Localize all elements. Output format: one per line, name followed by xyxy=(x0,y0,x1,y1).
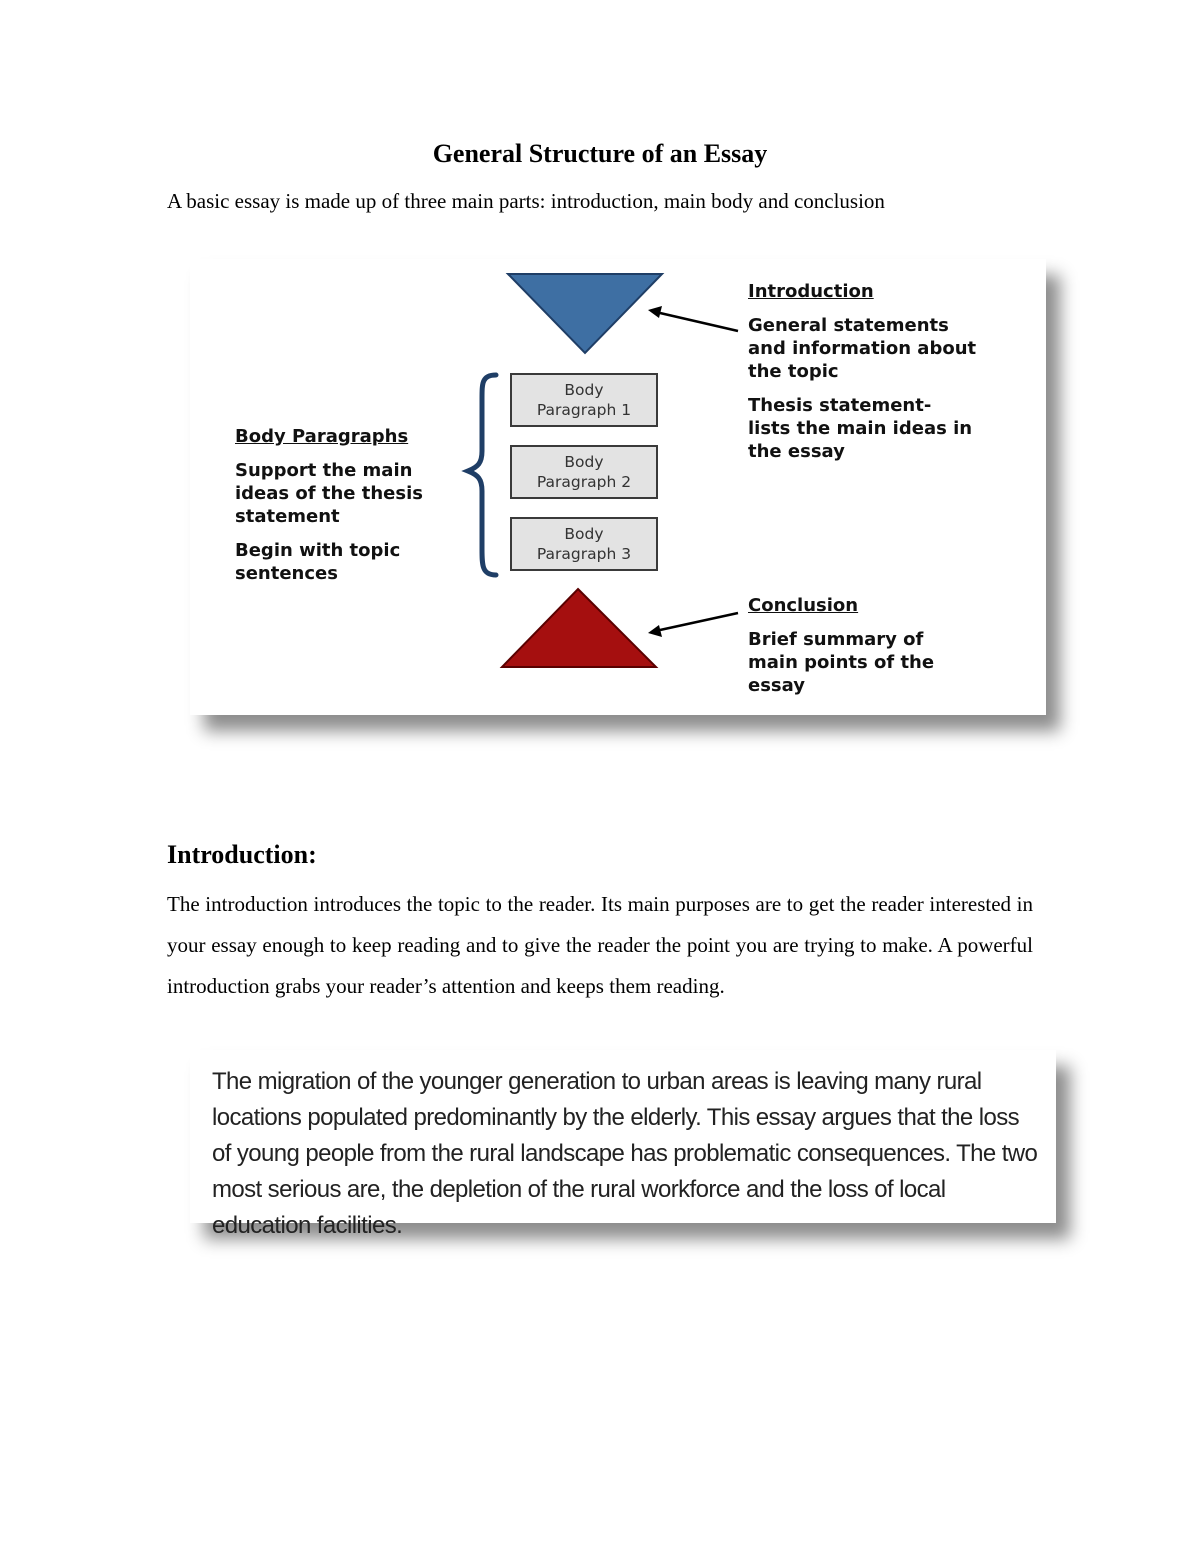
body-paragraphs-label: Body Paragraphs xyxy=(235,426,409,447)
page-subtitle: A basic essay is made up of three main parts: introduction, main body and conclusion xyxy=(167,189,885,213)
introduction-description: General statements and information about the topic xyxy=(748,315,977,382)
introduction-label: Introduction xyxy=(748,281,874,302)
body-paragraph-1-box: Body Paragraph 1 xyxy=(510,373,658,427)
introduction-heading: Introduction: xyxy=(167,840,317,869)
conclusion-description: Brief summary of main points of the essay xyxy=(748,629,935,696)
introduction-paragraph: The introduction introduces the topic to the reader. Its main purposes are to get the reader interested in your essay enough to keep reading and to give the reader the point you are trying to make. A powerful introduction grabs your reader’s attention and keeps them reading. xyxy=(167,892,1033,998)
page-title: General Structure of an Essay xyxy=(432,139,768,168)
essay-structure-diagram xyxy=(190,259,1046,715)
thesis-description: Thesis statement- lists the main ideas in the essay xyxy=(748,395,973,462)
topic-sentences-description: Begin with topic sentences xyxy=(235,540,401,584)
example-thesis-text: The migration of the younger generation to urban areas is leaving many rural locations populated predominantly by the elderly. This essay argues that the loss of young people from the rural landscape has problematic consequences. The two most serious are, the depletion of the rural workforce and the loss of local education facilities. xyxy=(212,1068,1038,1239)
body-paragraph-2-box: Body Paragraph 2 xyxy=(510,445,658,499)
introduction-arrow-icon xyxy=(648,306,738,331)
curly-brace-icon xyxy=(468,375,496,575)
introduction-triangle-icon xyxy=(508,274,662,353)
conclusion-triangle-icon xyxy=(502,589,656,667)
body-paragraphs-description: Support the main ideas of the thesis statement xyxy=(235,460,423,527)
conclusion-label: Conclusion xyxy=(748,595,859,616)
body-paragraph-3-box: Body Paragraph 3 xyxy=(510,517,658,571)
example-thesis-box xyxy=(190,1050,1056,1239)
conclusion-arrow-icon xyxy=(648,613,738,637)
